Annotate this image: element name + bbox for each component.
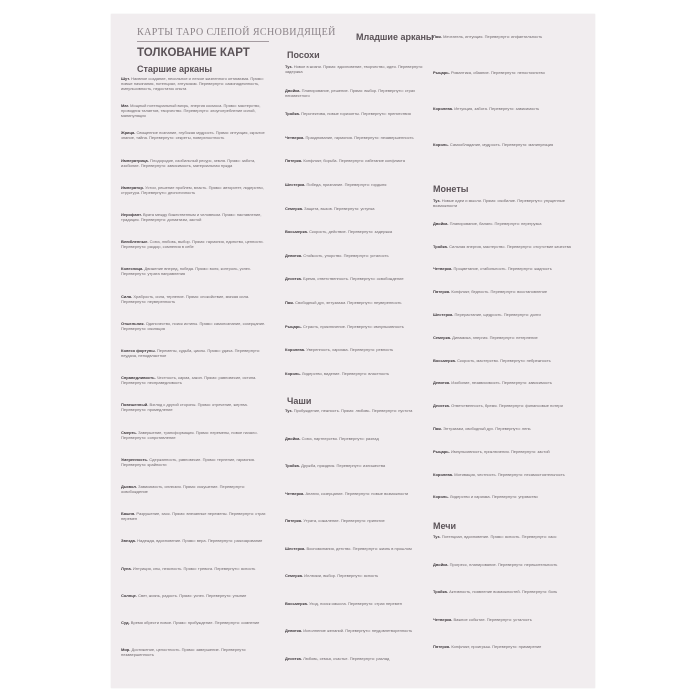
card-meaning: Сдержанность, равновесие. Прямо: терпение, гармония. Перевернуто: крайности <box>121 456 256 467</box>
card-name: Влюбленные. <box>121 239 149 245</box>
card-meaning: Иллюзии, выбор. Перевернуто: ясность <box>304 573 379 578</box>
card-meaning: Празднование, гармония. Перевернуто: незавершенность <box>305 134 414 140</box>
card-name: Семерка. <box>433 334 452 340</box>
card-meaning: Ответственность, бремя. Перевернуто: финансовые потери <box>451 403 563 409</box>
card-name: Королева. <box>285 347 306 353</box>
card-meaning: Импульсивность, приключения. Перевернуто: застой <box>450 448 550 454</box>
card-entry <box>285 88 433 110</box>
card-entry <box>121 158 269 183</box>
card-entry <box>285 436 433 461</box>
card-name: Мир. <box>121 647 131 653</box>
card-entry <box>433 449 583 470</box>
card-entry <box>121 457 269 482</box>
card-name: Башня. <box>121 511 136 517</box>
card-meaning: Конфликт, борьба. Перевернуто: избегание конфликта <box>303 158 405 164</box>
card-meaning: Взгляд с другой стороны. Прямо: отречение, жертва. Перевернуто: промедление <box>121 402 248 413</box>
card-name: Дьявол. <box>121 484 138 489</box>
card-entry <box>121 348 269 373</box>
card-meaning: Апатия, созерцание. Перевернуто: новые возможности <box>305 490 409 496</box>
card-meaning: Наивное создание, несильное и легкое жизненного оптимизма. Прямо: новые начинания, потенциал, энтузиазм. Перевернуто: самонадеянность, импульсивность, недостаток опыта <box>121 76 264 91</box>
card-name: Двойка. <box>433 220 449 226</box>
card-name: Паж. <box>433 34 443 39</box>
card-meaning: Энтузиазм, свободный дух. Перевернуто: лень <box>443 426 531 431</box>
card-name: Четверка. <box>285 134 305 140</box>
card-meaning: Победа, признание. Перевернуто: гордыня <box>306 182 387 187</box>
card-meaning: Движение вперед, победа. Прямо: воля, контроль, успех. Перевернуто: утрата направления <box>121 266 252 277</box>
card-meaning: Страсть, приключение. Перевернуто: импульсивность <box>302 323 404 329</box>
card-meaning: Храбрость, сила, терпение. Прямо: спокойствие, мягкая сила. Перевернуто: неуверенность <box>121 293 250 304</box>
card-name: Пятерка. <box>433 644 451 649</box>
card-entry <box>121 593 269 618</box>
card-meaning: Время обрести новое. Прямо: пробуждение. Перевернуто: сомнение <box>130 620 260 625</box>
card-name: Умеренность. <box>121 456 149 462</box>
section-cups: Чаши <box>287 396 312 406</box>
card-meaning: Лидерство и харизма. Перевернуто: упрямство <box>449 494 538 500</box>
card-entry <box>285 182 433 204</box>
card-meaning: Важное событие. Перевернуто: усталость <box>453 616 532 622</box>
card-entry <box>433 426 583 447</box>
card-name: Четверка. <box>433 616 453 622</box>
card-entry <box>121 294 269 319</box>
card-name: Семерка. <box>285 205 304 211</box>
card-entry <box>433 106 583 136</box>
card-name: Рыцарь. <box>285 323 302 329</box>
card-name: Луна. <box>121 565 132 571</box>
card-entry <box>285 408 433 433</box>
section-major-arcana: Старшие арканы <box>137 64 213 74</box>
card-meaning: Скорость, мастерство. Перевернуто: небрежность <box>457 357 551 363</box>
card-entry <box>285 546 433 571</box>
card-name: Рыцарь. <box>433 448 450 454</box>
card-name: Шестерка. <box>285 545 306 551</box>
card-name: Королева. <box>433 471 454 477</box>
card-meaning: Завершение, трансформация. Прямо: перемены, новое начало. Перевернуто: сопротивление <box>121 429 258 440</box>
card-meaning: Интуиция, сны, неясность. Прямо: тревога. Перевернуто: ясность <box>132 565 256 571</box>
card-entry <box>285 206 433 228</box>
card-meaning: Мощный потенциальный вихрь, энергия космоса. Прямо: мастерство, проводник талантов, творчество. Перевернуто: злоупотребление силой, манипуляция <box>121 103 261 119</box>
card-name: Отшельник. <box>121 320 145 326</box>
card-meaning: Динамика, энергия. Перевернуто: нетерпение <box>452 334 538 340</box>
card-entry <box>433 472 583 493</box>
card-name: Паж. <box>285 300 295 305</box>
card-meaning: Планирование, баланс. Перевернуто: перегрузка <box>449 220 542 226</box>
card-entry <box>121 430 269 455</box>
card-meaning: Планирование, решение. Прямо: выбор. Перевернуто: страх неизвестного <box>285 87 416 98</box>
card-name: Девятка. <box>285 252 303 258</box>
card-entry <box>285 463 433 488</box>
card-entry <box>433 335 583 356</box>
card-meaning: Достижение, целостность. Прямо: завершение. Перевернуто: незавершенность <box>121 647 247 658</box>
tarot-leaflet <box>111 14 595 688</box>
card-entry <box>285 111 433 133</box>
card-meaning: Лидерство, видение. Перевернуто: властность <box>301 370 390 376</box>
card-meaning: Воспоминания, детство. Перевернуто: жизнь в прошлом <box>306 545 412 551</box>
card-name: Пятерка. <box>433 289 451 295</box>
card-name: Шестерка. <box>285 182 306 187</box>
card-name: Туз. <box>433 534 441 539</box>
card-name: Тройка. <box>433 243 448 249</box>
card-name: Восьмерка. <box>433 357 456 363</box>
card-name: Туз. <box>285 408 293 413</box>
card-name: Шестерка. <box>433 312 454 317</box>
card-meaning: Перемены, судьба, циклы. Прямо: удача. Перевернуто: неудача, неподвластное <box>121 348 261 358</box>
card-entry <box>433 312 583 333</box>
card-entry <box>121 402 269 427</box>
card-meaning: Прогресс, планирование. Перевернуто: нерешительность <box>449 561 558 567</box>
card-entry <box>121 212 269 237</box>
card-meaning: Процветание, стабильность. Перевернуто: жадность <box>453 266 552 272</box>
card-entry <box>433 534 583 559</box>
card-name: Семерка. <box>285 573 304 578</box>
card-meaning: Исполнение желаний. Перевернуто: неудовлетворенность <box>303 628 413 633</box>
card-meaning: Потенциал, вдохновение. Прямо: ясность. Перевернуто: хаос <box>441 534 557 539</box>
card-name: Солнце. <box>121 592 137 598</box>
card-name: Иерофант. <box>121 212 142 217</box>
card-entry <box>285 518 433 543</box>
card-name: Королева. <box>433 106 454 111</box>
card-entry <box>285 347 433 369</box>
section-minor-arcana: Младшие арканы <box>356 32 434 42</box>
card-name: Император. <box>121 184 145 190</box>
card-entry <box>121 538 269 563</box>
card-meaning: Новое в жизни. Прямо: вдохновение, творчество, идея. Перевернуто: задержка <box>285 64 424 74</box>
card-name: Король. <box>285 370 301 376</box>
card-entry <box>285 300 433 322</box>
card-name: Двойка. <box>285 435 301 441</box>
card-entry <box>285 491 433 516</box>
card-entry <box>121 239 269 264</box>
card-entry <box>433 221 583 242</box>
card-entry <box>433 644 583 669</box>
card-name: Повешенный. <box>121 402 149 408</box>
card-name: Пятерка. <box>285 518 303 523</box>
card-entry <box>433 70 583 100</box>
card-meaning: Активность, появление возможностей. Перевернуто: боль <box>449 589 558 594</box>
card-meaning: Зависимость, иллюзия. Прямо: искушение. Перевернуто: освобождение <box>121 484 246 494</box>
card-meaning: Устои, решение проблем, власть. Прямо: авторитет, лидерство, структура. Перевернуто: деспотичность <box>121 184 264 195</box>
section-swords: Мечи <box>433 521 457 531</box>
card-name: Шут. <box>121 76 131 81</box>
card-name: Паж. <box>433 426 443 431</box>
card-entry <box>121 321 269 346</box>
card-entry <box>433 289 583 310</box>
card-meaning: Мечтатель, интуиция. Перевернуто: инфантильность <box>443 34 543 39</box>
card-entry <box>433 142 583 172</box>
card-entry <box>433 380 583 401</box>
card-meaning: Утрата, сожаление. Перевернуто: принятие <box>303 518 385 523</box>
card-entry <box>121 103 269 128</box>
card-meaning: Изобилие, независимость. Перевернуто: зависимость <box>451 380 552 386</box>
card-entry <box>285 601 433 626</box>
card-entry <box>433 34 583 64</box>
card-entry <box>285 324 433 346</box>
card-name: Колесница. <box>121 266 144 272</box>
card-entry <box>285 628 433 653</box>
card-entry <box>433 589 583 614</box>
card-name: Двойка. <box>433 561 449 567</box>
card-entry <box>285 135 433 157</box>
card-entry <box>121 484 269 509</box>
card-meaning: Защита, вызов. Перевернуто: уступка <box>304 205 375 211</box>
card-entry <box>285 371 433 393</box>
card-meaning: Разрушение, хаос. Прямо: внезапные перемены. Перевернуто: страх перемен <box>121 511 266 522</box>
card-meaning: Перерастание, щедрость. Перевернуто: долги <box>454 312 541 317</box>
card-meaning: Союз, партнерство. Перевернуто: разлад <box>301 435 379 441</box>
card-entry <box>433 198 583 219</box>
card-name: Восьмерка. <box>285 229 308 235</box>
card-entry <box>121 647 269 672</box>
card-meaning: Союз, любовь, выбор. Прямо: гармония, единство, ценности. Перевернуто: раздор, сомнения в себе <box>121 239 264 250</box>
card-meaning: Интуиция, забота. Перевернуто: зависимость <box>454 106 540 111</box>
card-entry <box>121 130 269 155</box>
card-meaning: Надежда, вдохновение. Прямо: вера. Перевернуто: разочарование <box>137 538 263 544</box>
card-meaning: Дружба, праздник. Перевернуто: излишества <box>301 463 386 468</box>
card-name: Смерть. <box>121 429 137 435</box>
card-name: Колесо фортуны. <box>121 348 156 353</box>
page-title: ТОЛКОВАНИЕ КАРТ <box>137 47 250 59</box>
card-name: Восьмерка. <box>285 600 308 606</box>
card-name: Десятка. <box>285 655 302 661</box>
card-meaning: Честность, карма, закон. Прямо: равновесие, истина. Перевернуто: несправедливость <box>121 375 257 386</box>
card-entry <box>433 358 583 379</box>
card-meaning: Свободный дух, энтузиазм. Перевернуто: неуверенность <box>295 300 402 305</box>
card-entry <box>121 76 269 101</box>
card-meaning: Свет, жизнь, радость. Прямо: успех. Перевернуто: уныние <box>138 592 247 598</box>
card-entry <box>121 511 269 536</box>
card-name: Король. <box>433 142 449 147</box>
card-meaning: Скорость, действие. Перевернуто: задержка <box>309 229 393 235</box>
card-entry <box>433 494 583 515</box>
card-meaning: Новые идеи и мысли. Прямо: изобилие. Перевернуто: упущенные возможности <box>433 198 565 208</box>
card-entry <box>121 185 269 210</box>
card-name: Императрица. <box>121 157 149 163</box>
card-meaning: Стойкость, упорство. Перевернуто: усталость <box>303 252 389 258</box>
card-name: Рыцарь. <box>433 70 450 75</box>
card-entry <box>433 562 583 587</box>
card-meaning: Романтика, обаяние. Перевернуто: непостоянство <box>450 70 545 75</box>
card-name: Тройка. <box>285 463 300 468</box>
card-entry <box>285 229 433 251</box>
card-meaning: Священное познание, глубокая мудрость. Прямо: интуиция, скрытое знание, тайна. Перевернуто: секреты, поверхностность <box>121 130 265 141</box>
card-meaning: Перспектива, новые горизонты. Перевернуто: препятствия <box>301 111 411 117</box>
card-name: Суд. <box>121 620 130 625</box>
card-meaning: Пробуждение, нежность. Прямо: любовь. Перевернуто: пустота <box>293 408 413 413</box>
card-entry <box>121 375 269 400</box>
brand-underline <box>137 41 269 42</box>
card-name: Тройка. <box>285 111 300 117</box>
card-entry <box>433 403 583 424</box>
card-meaning: Уход, поиск смысла. Перевернуто: страх перемен <box>309 600 402 606</box>
card-meaning: Конфликт, проигрыш. Перевернуто: примирение <box>451 644 542 649</box>
card-name: Десятка. <box>433 403 450 409</box>
card-entry <box>433 244 583 265</box>
section-pentacles: Монеты <box>433 184 469 194</box>
card-name: Четверка. <box>433 266 453 272</box>
section-wands: Посохи <box>287 50 320 60</box>
card-meaning: Конфликт, бедность. Перевернуто: восстановление <box>451 289 548 295</box>
card-name: Туз. <box>433 198 441 203</box>
card-meaning: Уверенность, харизма. Перевернуто: ревность <box>306 347 394 353</box>
card-meaning: Бремя, ответственность. Перевернуто: освобождение <box>303 276 404 282</box>
card-entry <box>433 617 583 642</box>
card-meaning: Сильная энергия, мастерство. Перевернуто: отсутствие качества <box>449 243 571 249</box>
card-entry <box>285 276 433 298</box>
card-entry <box>121 620 269 645</box>
card-name: Король. <box>433 494 449 500</box>
card-entry <box>285 656 433 681</box>
card-meaning: Самообладание, мудрость. Перевернуто: манипуляция <box>449 142 554 147</box>
card-meaning: Мотивация, честность. Перевернуто: несамостоятельность <box>454 471 565 477</box>
card-meaning: Любовь, семья, счастье. Перевернуто: разлад <box>303 655 390 661</box>
card-entry <box>121 566 269 591</box>
card-meaning: Врата между божественным и человеком. Прямо: наставление, традиция. Перевернуто: догматизм, застой <box>121 212 262 222</box>
card-name: Девятка. <box>285 628 303 633</box>
card-entry <box>433 266 583 287</box>
card-name: Пятерка. <box>285 158 303 164</box>
brand-title: КАРТЫ ТАРО СЛЕПОЙ ЯСНОВИДЯЩЕЙ <box>137 27 336 38</box>
card-meaning: Одиночество, поиск истины. Прямо: самопознание, созерцание. Перевернуто: изоляция <box>121 320 266 331</box>
card-name: Справедливость. <box>121 375 156 381</box>
card-meaning: Плодородие, изобильный ресурс, земля. Прямо: забота, изобилие. Перевернуто: зависимость, материальная нужда <box>121 157 256 168</box>
card-name: Сила. <box>121 293 133 299</box>
card-entry <box>121 266 269 291</box>
card-name: Тройка. <box>433 589 448 594</box>
card-entry <box>285 158 433 180</box>
card-entry <box>285 573 433 598</box>
card-name: Десятка. <box>285 276 302 282</box>
card-entry <box>285 253 433 275</box>
card-name: Звезда. <box>121 538 136 544</box>
card-name: Туз. <box>285 64 293 69</box>
card-name: Жрица. <box>121 130 136 136</box>
card-entry <box>285 64 433 86</box>
card-name: Девятка. <box>433 380 451 386</box>
card-name: Двойка. <box>285 87 301 93</box>
card-name: Маг. <box>121 103 129 109</box>
card-name: Четверка. <box>285 490 305 496</box>
